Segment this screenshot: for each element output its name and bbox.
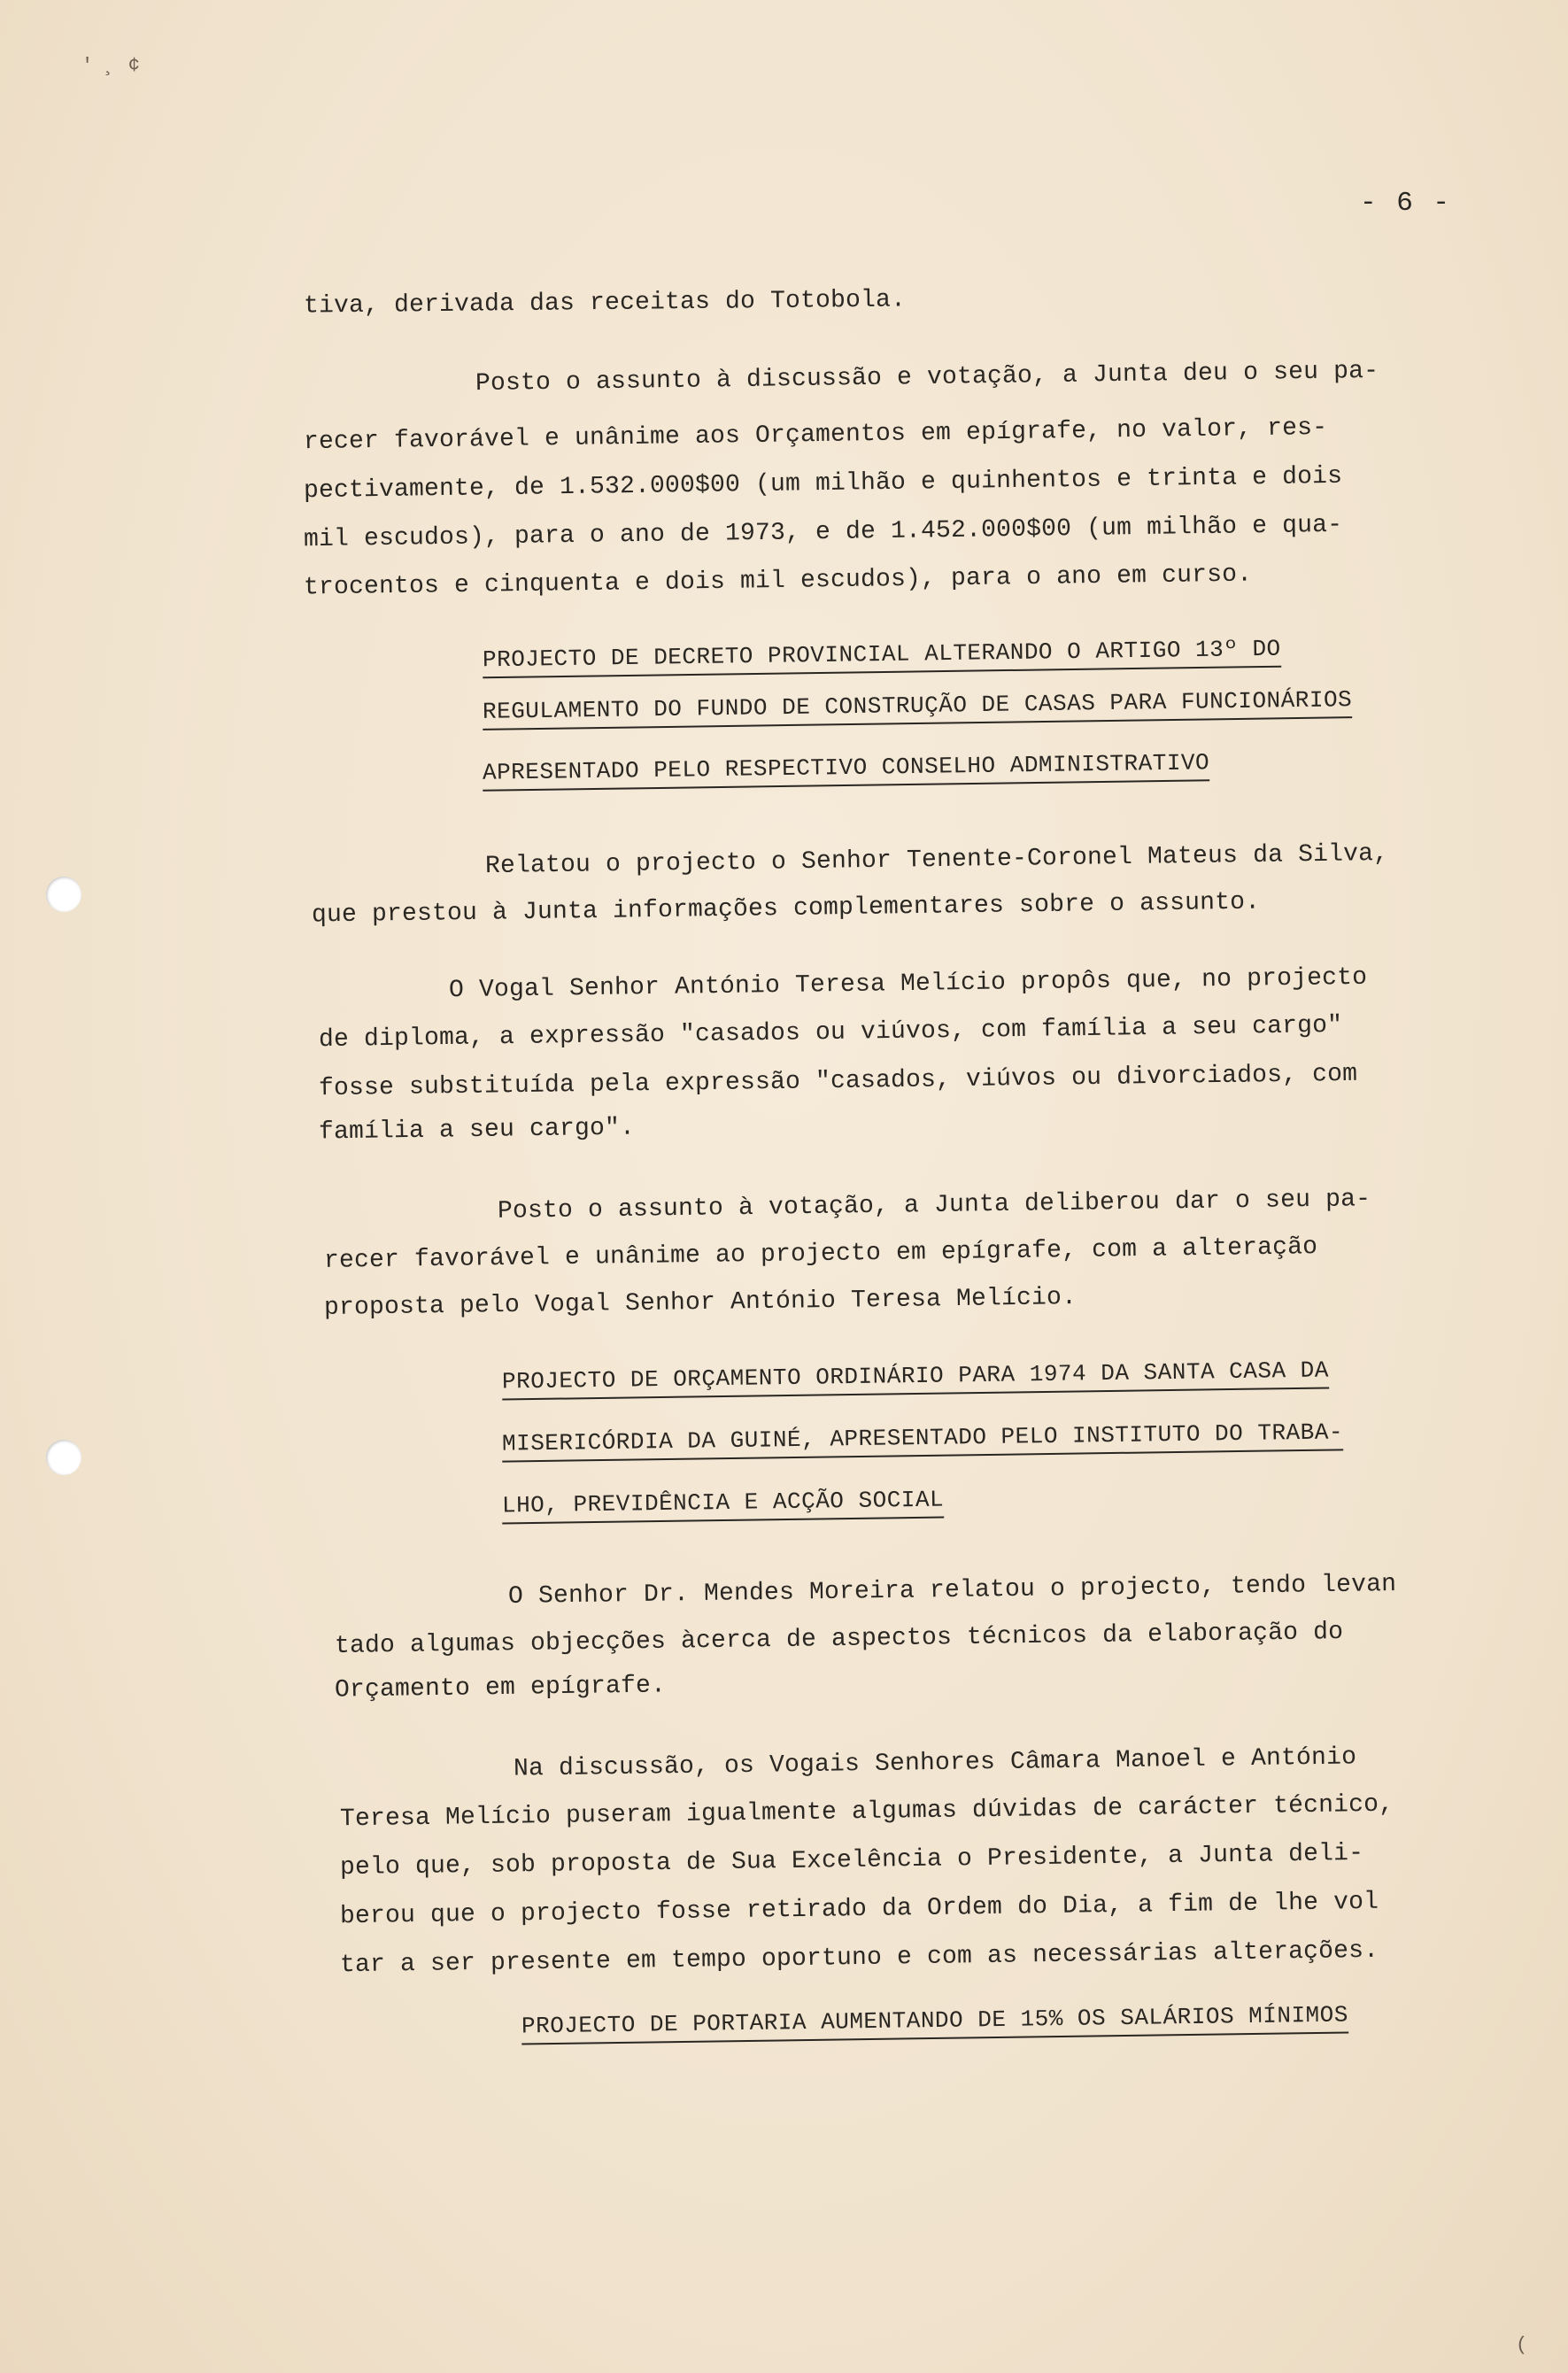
section-heading: PROJECTO DE ORÇAMENTO ORDINÁRIO PARA 1974 DA SANTA CASA DA bbox=[502, 1355, 1329, 1400]
section-heading: PROJECTO DE DECRETO PROVINCIAL ALTERANDO O ARTIGO 13º DO bbox=[483, 634, 1281, 679]
text-line: pectivamente, de 1.532.000$00 (um milhão e quinhentos e trinta e dois bbox=[303, 462, 1343, 506]
text-line: de diploma, a expressão "casados ou viúvos, com família a seu cargo" bbox=[318, 1011, 1343, 1055]
text-line: Posto o assunto à votação, a Junta deliberou dar o seu pa- bbox=[497, 1186, 1371, 1225]
punch-hole-top bbox=[46, 877, 81, 912]
text-line: mil escudos), para o ano de 1973, e de 1.452.000$00 (um milhão e qua- bbox=[303, 511, 1343, 554]
text-line: Na discussão, os Vogais Senhores Câmara Manoel e António bbox=[513, 1743, 1357, 1783]
edge-mark: ' ¸ ¢ bbox=[81, 55, 141, 77]
page-number: - 6 - bbox=[1360, 188, 1452, 219]
text-line: proposta pelo Vogal Senhor António Teresa Melício. bbox=[323, 1284, 1078, 1322]
bottom-edge-mark: ( bbox=[1516, 2334, 1528, 2356]
text-line: pelo que, sob proposta de Sua Excelência o Presidente, a Junta deli- bbox=[339, 1839, 1364, 1882]
text-line: berou que o projecto fosse retirado da Ordem do Dia, a fim de lhe vol bbox=[339, 1888, 1379, 1931]
punch-hole-bottom bbox=[46, 1440, 81, 1475]
section-heading: REGULAMENTO DO FUNDO DE CONSTRUÇÃO DE CASAS PARA FUNCIONÁRIOS bbox=[483, 684, 1353, 730]
text-line: Relatou o projecto o Senhor Tenente-Coronel Mateus da Silva, bbox=[484, 839, 1389, 881]
text-line: Posto o assunto à discussão e votação, a Junta deu o seu pa- bbox=[475, 357, 1379, 398]
section-heading: LHO, PREVIDÊNCIA E ACÇÃO SOCIAL bbox=[502, 1485, 945, 1525]
text-line: tado algumas objecções àcerca de aspectos técnicos da elaboração do bbox=[334, 1619, 1344, 1660]
text-line: família a seu cargo". bbox=[318, 1114, 636, 1147]
text-line: Teresa Melício puseram igualmente algumas dúvidas de carácter técnico, bbox=[339, 1790, 1394, 1834]
text-line: tar a ser presente em tempo oportuno e com as necessárias alterações. bbox=[339, 1936, 1379, 1980]
text-line: tiva, derivada das receitas do Totobola. bbox=[303, 286, 907, 321]
text-line: Orçamento em epígrafe. bbox=[334, 1672, 667, 1704]
text-line: recer favorável e unânime ao projecto em epígrafe, com a alteração bbox=[323, 1233, 1318, 1275]
text-line: que prestou à Junta informações complementares sobre o assunto. bbox=[311, 888, 1261, 930]
section-heading: APRESENTADO PELO RESPECTIVO CONSELHO ADMINISTRATIVO bbox=[483, 747, 1210, 791]
text-line: O Vogal Senhor António Teresa Melício propôs que, no projecto bbox=[448, 963, 1368, 1005]
text-line: fosse substituída pela expressão "casados, viúvos ou divorciados, com bbox=[318, 1060, 1358, 1103]
text-line: recer favorável e unânime aos Orçamentos em epígrafe, no valor, res- bbox=[303, 414, 1328, 457]
section-heading: MISERICÓRDIA DA GUINÉ, APRESENTADO PELO INSTITUTO DO TRABA- bbox=[502, 1417, 1344, 1462]
text-line: O Senhor Dr. Mendes Moreira relatou o projecto, tendo levan bbox=[507, 1570, 1397, 1612]
section-heading: PROJECTO DE PORTARIA AUMENTANDO DE 15% OS SALÁRIOS MÍNIMOS bbox=[521, 1999, 1348, 2044]
text-line: trocentos e cinquenta e dois mil escudos), para o ano em curso. bbox=[303, 560, 1253, 602]
